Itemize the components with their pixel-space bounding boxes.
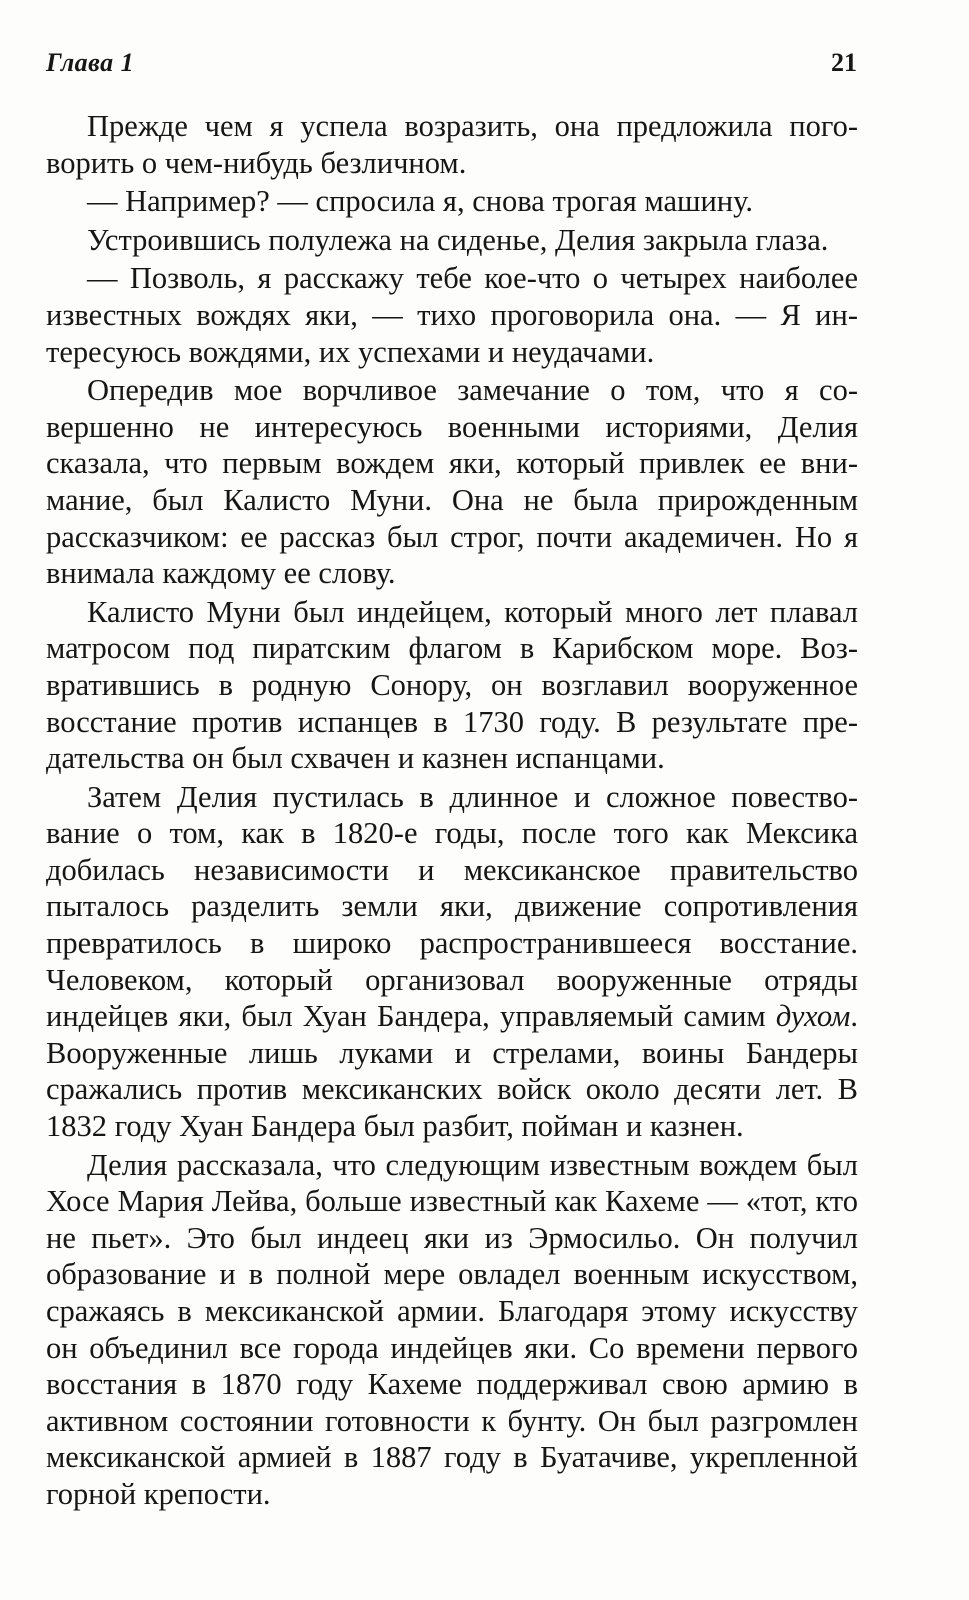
chapter-title: Глава 1	[46, 48, 135, 77]
paragraph: Прежде чем я успела возразить, она предложила поговорить о чем-нибудь безличном.	[46, 109, 858, 180]
paragraph: — Например? — спросила я, снова трогая машину.	[87, 184, 753, 219]
paragraph: Опередив мое ворчливое замечание о том, что я совершенно не интересуюсь военными историями, Делия сказала, что первым вождем яки, который привлек ее внимание, был Калисто Муни. Она не была прирожденным рассказчиком: ее рассказ был строг, почти академичен. Но я внимала каждому ее слову.	[46, 373, 858, 591]
emphasized-word: духом	[775, 999, 851, 1034]
paragraph: Устроившись полулежа на сиденье, Делия закрыла глаза.	[87, 222, 829, 257]
paragraph	[46, 779, 858, 1145]
paragraph: — Позволь, я расскажу тебе кое-что о четырех наиболее известных вождях яки, — тихо проговорила она. — Я интересуюсь вождями, их успехами и неудачами.	[46, 261, 858, 369]
paragraph: Калисто Муни был индейцем, который много лет плавал матросом под пиратским флагом в Карибском море. Возвратившись в родную Сонору, он возглавил вооруженное восстание против испанцев в 1730 году. В результате предательства он был схвачен и казнен испанцами.	[46, 594, 858, 776]
page-number: 21	[831, 48, 857, 77]
paragraph-text: . Вооруженные лишь луками и стрелами, воины Бандеры сражались против мексиканских войск около десяти лет. В 1832 году Хуан Бандера был разбит, пойман и казнен.	[46, 999, 858, 1144]
running-header	[46, 48, 857, 88]
paragraph-text: Затем Делия пустилась в длинное и сложное повествование о том, как в 1820-е годы, после того как Мексика добилась независимости и мексиканское правительство пыталось разделить земли яки, движение сопротивления превратилось в широко распространившееся восстание. Человеком, который организовал вооруженные отряды индейцев яки, был Хуан Бандера, управляемый самим	[46, 779, 858, 1034]
page-body	[46, 108, 858, 1513]
paragraph: Делия рассказала, что следующим известным вождем был Хосе Мария Лейва, больше известный как Кахеме — «тот, кто не пьет». Это был индеец яки из Эрмосильо. Он получил образование и в полной мере овладел военным искусством, сражаясь в мексиканской армии. Благодаря этому искусству он объединил все города индейцев яки. Со времени первого восстания в 1870 году Кахеме поддерживал свою армию в активном состоянии готовности к бунту. Он был разгромлен мексиканской армией в 1887 году в Буатачиве, укрепленной горной крепости.	[46, 1147, 858, 1511]
